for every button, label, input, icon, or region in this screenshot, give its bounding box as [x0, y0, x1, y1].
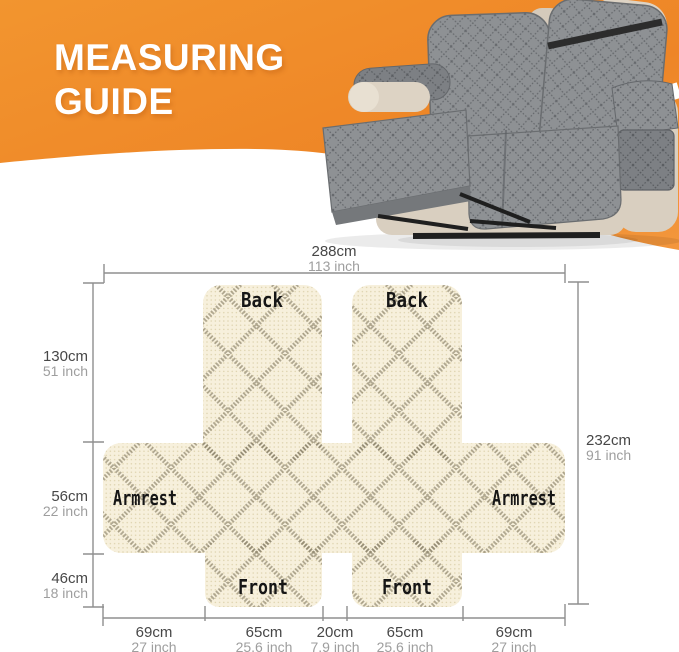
dim-bottom-3-inch: 25.6 inch [376, 639, 434, 652]
page-title [54, 36, 285, 124]
dim-left-1-cm: 56cm [51, 488, 88, 505]
dim-bottom-4-inch: 27 inch [491, 639, 537, 652]
dimension-left [43, 283, 104, 607]
dim-bottom-4-cm: 69cm [495, 624, 533, 641]
dim-bottom-1-cm: 65cm [245, 624, 283, 641]
dim-top-inch: 113 inch [308, 258, 360, 274]
dim-left-2-inch: 18 inch [42, 585, 88, 601]
seat-front-cover [468, 126, 621, 229]
front-left-label: Front [238, 575, 288, 599]
armrest-pocket [618, 130, 674, 190]
dim-bottom-0-inch: 27 inch [131, 639, 177, 652]
dim-bottom-1-inch: 25.6 inch [235, 639, 293, 652]
dimension-bottom [103, 604, 565, 652]
dim-bottom-0-cm: 69cm [135, 624, 173, 641]
back-right-label: Back [386, 288, 428, 312]
dim-right-inch: 91 inch [586, 447, 632, 463]
dimension-right [568, 282, 631, 604]
back-left-label: Back [241, 288, 283, 312]
dim-right-cm: 232cm [586, 432, 632, 449]
title-line-2: GUIDE [54, 81, 174, 122]
armrest-right-label: Armrest [492, 486, 556, 510]
dim-left-0-inch: 51 inch [42, 363, 88, 379]
dim-bottom-2-inch: 7.9 inch [310, 639, 360, 652]
dim-left-0-cm: 130cm [42, 348, 88, 365]
right-arm-cover [612, 81, 678, 136]
cover-flat-layout [103, 285, 565, 607]
dim-bottom-3-cm: 65cm [386, 624, 424, 641]
dim-left-1-inch: 22 inch [42, 503, 88, 519]
dimension-top [104, 243, 565, 283]
title-line-1: MEASURING [54, 37, 285, 78]
left-arm-roll-end [349, 82, 379, 112]
cover-measurement-diagram [0, 240, 679, 652]
recliner-sofa-illustration [318, 0, 679, 250]
dim-top-cm: 288cm [311, 243, 357, 260]
front-right-label: Front [382, 575, 432, 599]
dim-left-2-cm: 46cm [51, 570, 88, 587]
dim-bottom-2-cm: 20cm [316, 624, 354, 641]
armrest-left-label: Armrest [113, 486, 177, 510]
